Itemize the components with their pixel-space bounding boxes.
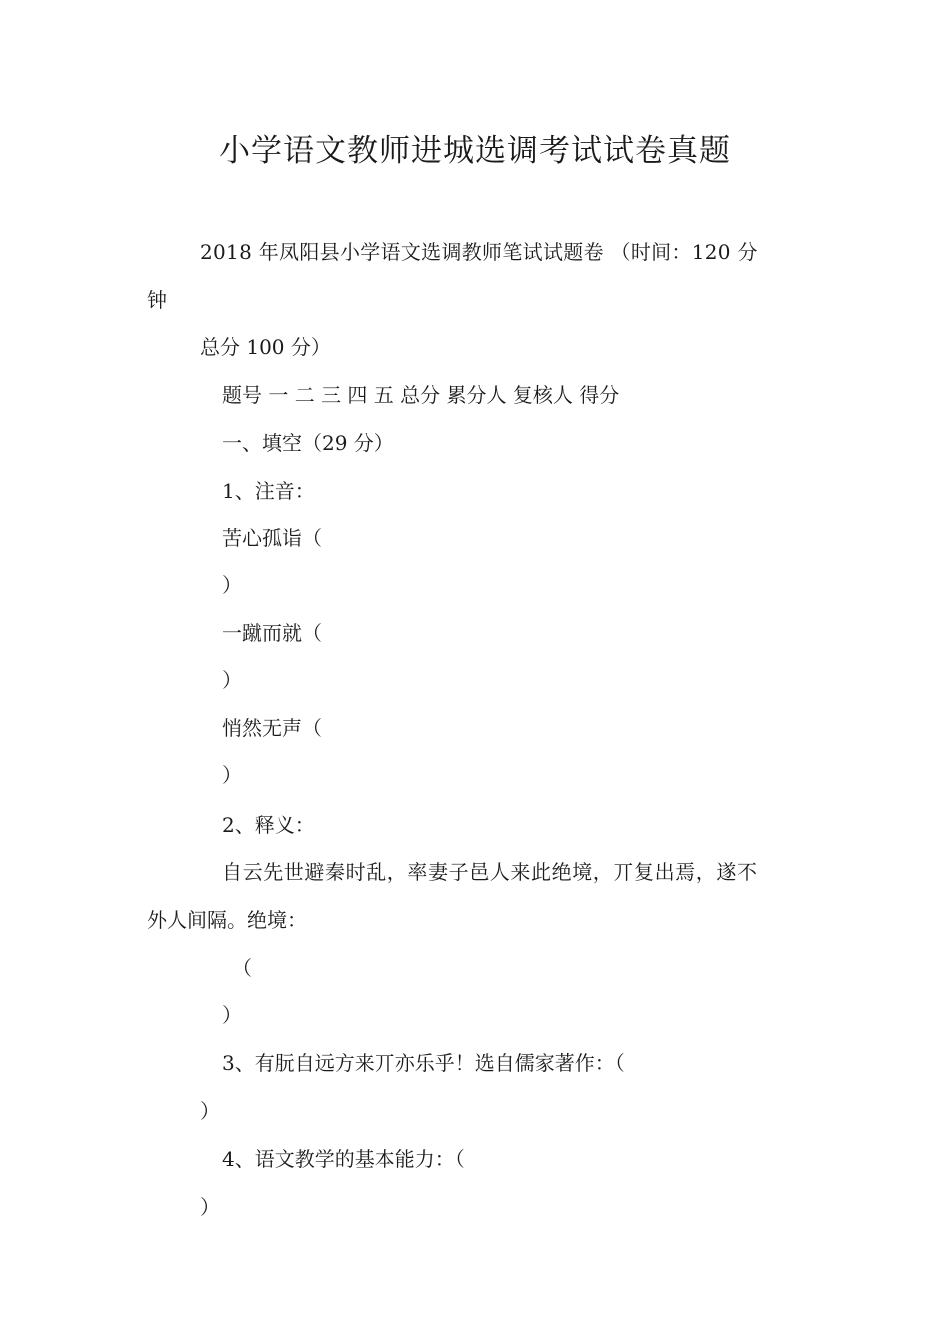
section-heading: 一、填空（29 分） bbox=[222, 431, 394, 455]
q1-answer-close: ） bbox=[222, 573, 242, 597]
question-4: 4、语文教学的基本能力：（ bbox=[222, 1147, 465, 1171]
question-label: 2、释义： bbox=[222, 813, 315, 837]
q1-phrase: 苦心孤诣（ bbox=[222, 526, 322, 550]
page-title: 小学语文教师进城选调考试试卷真题 bbox=[219, 133, 731, 169]
q4-answer-close: ） bbox=[200, 1195, 220, 1219]
q2-answer-open: （ bbox=[232, 956, 252, 980]
q1-answer-close: ） bbox=[222, 763, 242, 787]
question-label: 1、注音： bbox=[222, 479, 315, 503]
q1-phrase: 一蹴而就（ bbox=[222, 621, 322, 645]
intro-line: 2018 年凤阳县小学语文选调教师笔试试题卷 （时间：120 分 bbox=[200, 240, 758, 264]
q2-passage-continued: 外人间隔。绝境： bbox=[147, 908, 307, 932]
q2-passage: 自云先世避秦时乱，率妻子邑人来此绝境，丌复出焉，遂不 bbox=[222, 860, 758, 884]
q2-answer-close: ） bbox=[222, 1003, 242, 1027]
q3-answer-close: ） bbox=[200, 1099, 220, 1123]
total-score-text: 总分 100 分） bbox=[200, 335, 331, 359]
intro-line-continued: 钟 bbox=[147, 288, 167, 312]
q1-phrase: 悄然无声（ bbox=[222, 716, 322, 740]
score-table-header: 题号 一 二 三 四 五 总分 累分人 复核人 得分 bbox=[222, 383, 620, 407]
q1-answer-close: ） bbox=[222, 668, 242, 692]
question-3: 3、有朊自远方来丌亦乐乎！选自儒家著作：（ bbox=[222, 1051, 625, 1075]
